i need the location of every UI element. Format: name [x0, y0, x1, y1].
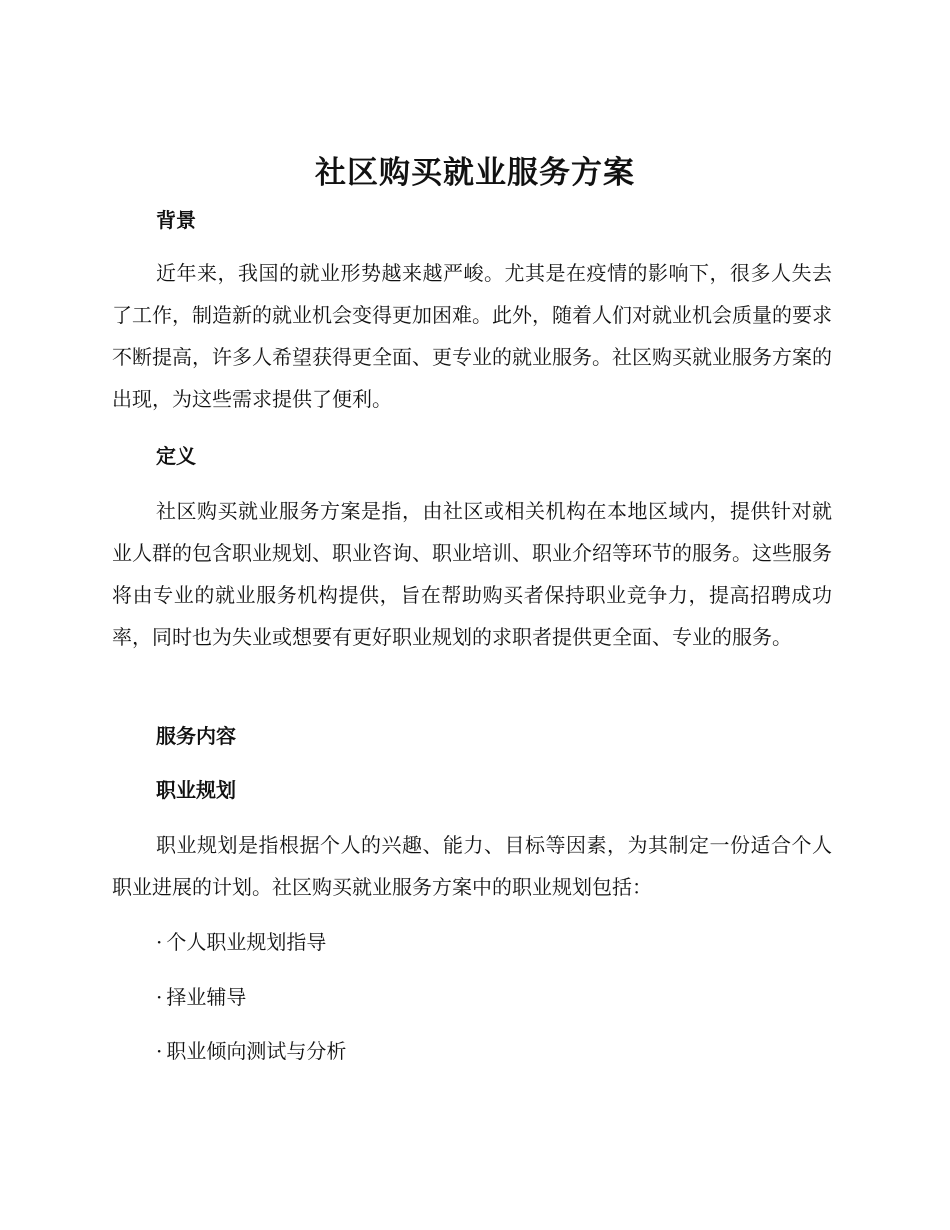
bullet-marker: ·	[156, 985, 163, 1009]
list-item	[156, 1037, 346, 1065]
bullet-marker: ·	[156, 930, 163, 954]
paragraph-career-planning: 职业规划是指根据个人的兴趣、能力、目标等因素，为其制定一份适合个人职业进展的计划。社区购买就业服务方案中的职业规划包括：	[112, 833, 832, 899]
list-item	[156, 928, 326, 956]
paragraph-definition: 社区购买就业服务方案是指，由社区或相关机构在本地区域内，提供针对就业人群的包含职业规划、职业咨询、职业培训、职业介绍等环节的服务。这些服务将由专业的就业服务机构提供，旨在帮助购买者保持职业竞争力，提高招聘成功率，同时也为失业或想要有更好职业规划的求职者提供更全面、专业的服务。	[112, 499, 832, 649]
heading-career-planning: 职业规划	[156, 778, 236, 802]
list-item-text: 择业辅导	[166, 985, 247, 1009]
bullet-marker: ·	[156, 1039, 163, 1063]
heading-services: 服务内容	[156, 724, 236, 748]
document-title: 社区购买就业服务方案	[315, 155, 635, 191]
heading-background: 背景	[156, 208, 196, 232]
paragraph-background: 近年来，我国的就业形势越来越严峻。尤其是在疫情的影响下，很多人失去了工作，制造新的就业机会变得更加困难。此外，随着人们对就业机会质量的要求不断提高，许多人希望获得更全面、更专业的就业服务。社区购买就业服务方案的出现，为这些需求提供了便利。	[112, 261, 832, 411]
list-item	[156, 983, 246, 1011]
heading-definition: 定义	[156, 444, 196, 468]
list-item-text: 职业倾向测试与分析	[166, 1039, 347, 1063]
list-item-text: 个人职业规划指导	[166, 930, 327, 954]
